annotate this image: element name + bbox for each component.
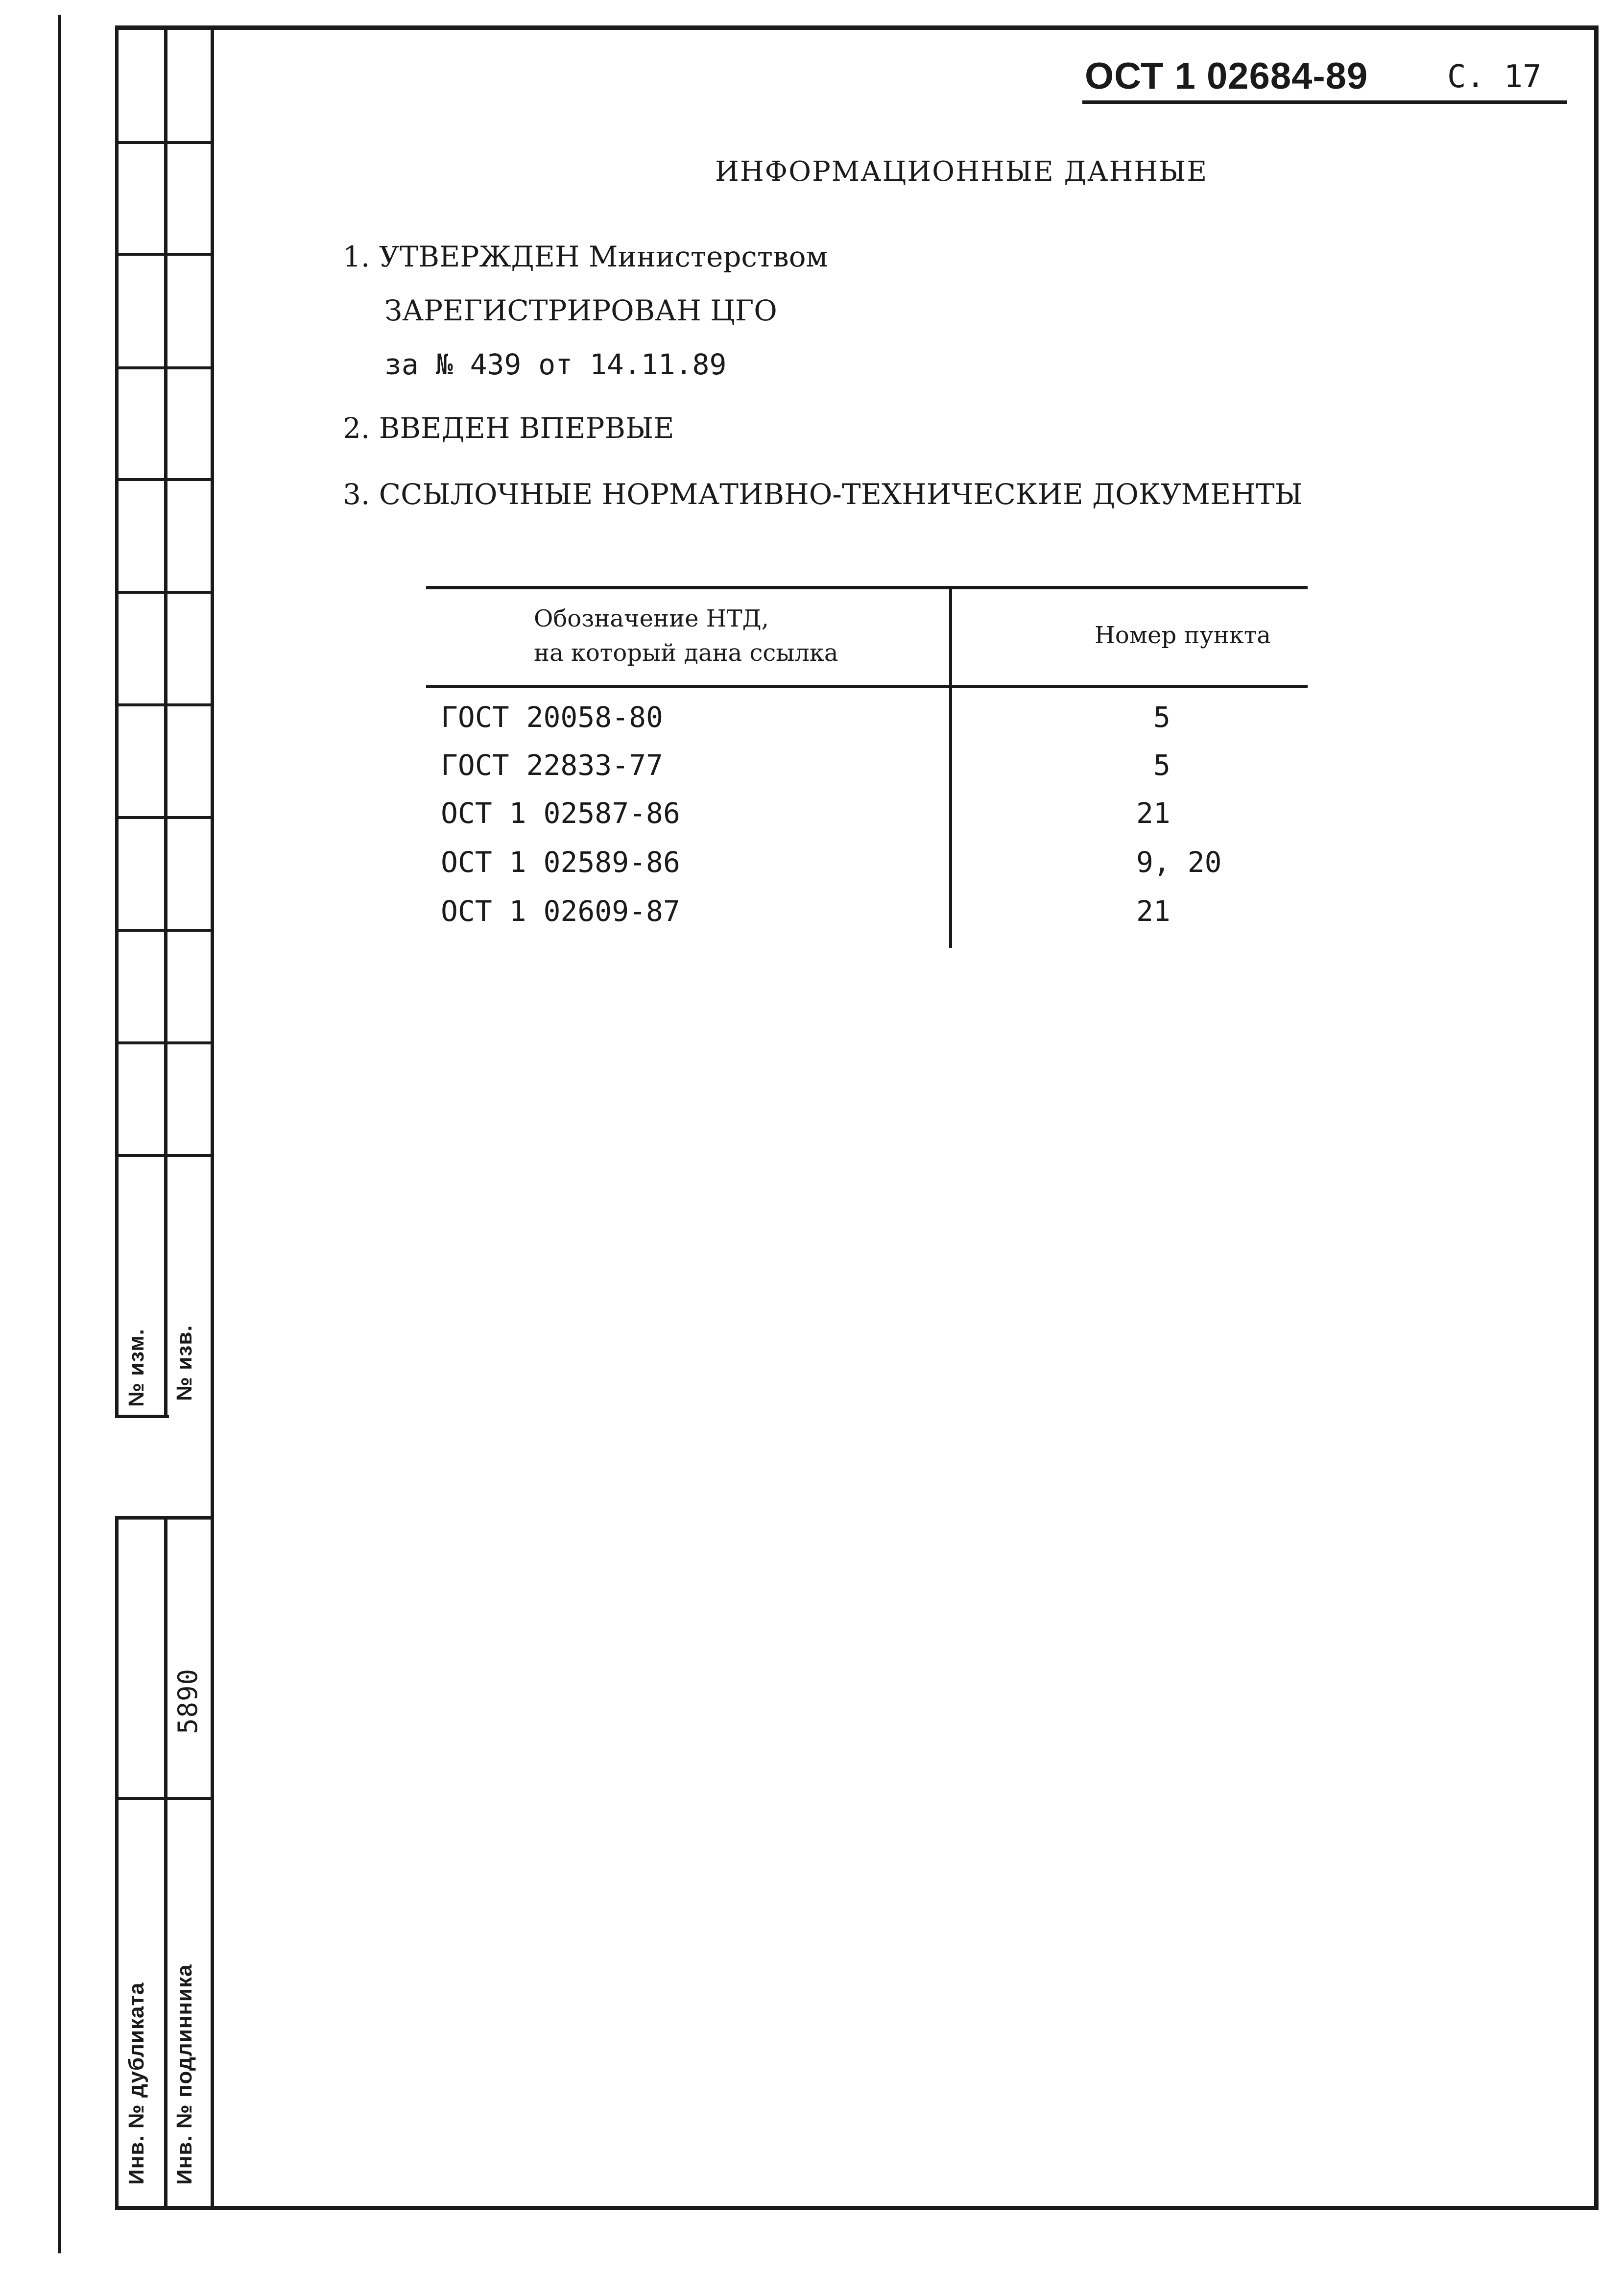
stamp-original-inventory-value: 5890 [172, 1668, 203, 1734]
stamp-duplicate-inventory-label: Инв. № дубликата [124, 1982, 148, 2185]
frame-left-border [211, 25, 214, 2210]
stamp-row-line [115, 1516, 213, 1520]
stamp-column-line [115, 25, 119, 1418]
table-cell-doc: ГОСТ 20058-80 [441, 701, 663, 734]
stamp-column-line [115, 1516, 119, 2210]
table-cell-doc: ОСТ 1 02609-87 [441, 894, 680, 928]
table-cell-clause: 5 [1153, 701, 1170, 734]
frame-top-border [115, 25, 1598, 30]
item-approved: 1. УТВЕРЖДЕН Министерством [343, 240, 828, 273]
table-top-rule [426, 586, 1308, 589]
table-header-rule [426, 685, 1308, 688]
table-cell-clause: 21 [1136, 797, 1170, 830]
table-cell-doc: ОСТ 1 02589-86 [441, 846, 680, 879]
frame-right-border [1594, 25, 1599, 2210]
stamp-row-line [115, 1415, 169, 1418]
table-cell-clause: 9, 20 [1136, 846, 1222, 879]
table-column-divider [949, 588, 952, 948]
stamp-row-line [115, 929, 213, 932]
table-header-doc-line1: Обозначение НТД, [534, 605, 769, 632]
stamp-notice-number-label: № изв. [172, 1325, 196, 1401]
header-underline [1082, 100, 1567, 104]
stamp-row-line [115, 253, 213, 256]
stamp-column-line [164, 25, 167, 1418]
stamp-row-line [115, 816, 213, 819]
item-registration-number: за № 439 от 14.11.89 [384, 348, 727, 381]
table-cell-clause: 5 [1153, 749, 1170, 782]
stamp-row-line [115, 703, 213, 706]
table-header-doc-line2: на который дана ссылка [534, 639, 838, 667]
table-cell-doc: ОСТ 1 02587-86 [441, 797, 680, 830]
table-cell-clause: 21 [1136, 894, 1170, 928]
stamp-row-line [115, 1154, 213, 1157]
item-introduced: 2. ВВЕДЕН ВПЕРВЫЕ [343, 411, 674, 445]
binding-margin-line [58, 15, 61, 2253]
stamp-row-line [115, 141, 213, 144]
frame-bottom-border [115, 2206, 1599, 2210]
table-header-clause: Номер пункта [1095, 622, 1271, 649]
stamp-rev-number-label: № изм. [124, 1329, 148, 1407]
item-registered: ЗАРЕГИСТРИРОВАН ЦГО [384, 294, 777, 327]
stamp-row-line [115, 1041, 213, 1044]
stamp-row-line [115, 1797, 213, 1800]
stamp-original-inventory-label: Инв. № подлинника [172, 1964, 196, 2185]
table-cell-doc: ГОСТ 22833-77 [441, 749, 663, 782]
stamp-row-line [115, 478, 213, 481]
section-title: ИНФОРМАЦИОННЫЕ ДАННЫЕ [715, 156, 1208, 188]
stamp-row-line [115, 366, 213, 369]
page-number: С. 17 [1447, 59, 1542, 95]
stamp-column-line [164, 1516, 167, 2210]
stamp-row-line [115, 591, 213, 594]
item-references: 3. ССЫЛОЧНЫЕ НОРМАТИВНО-ТЕХНИЧЕСКИЕ ДОКУМЕНТЫ [343, 478, 1303, 511]
document-code: ОСТ 1 02684-89 [1085, 55, 1368, 97]
